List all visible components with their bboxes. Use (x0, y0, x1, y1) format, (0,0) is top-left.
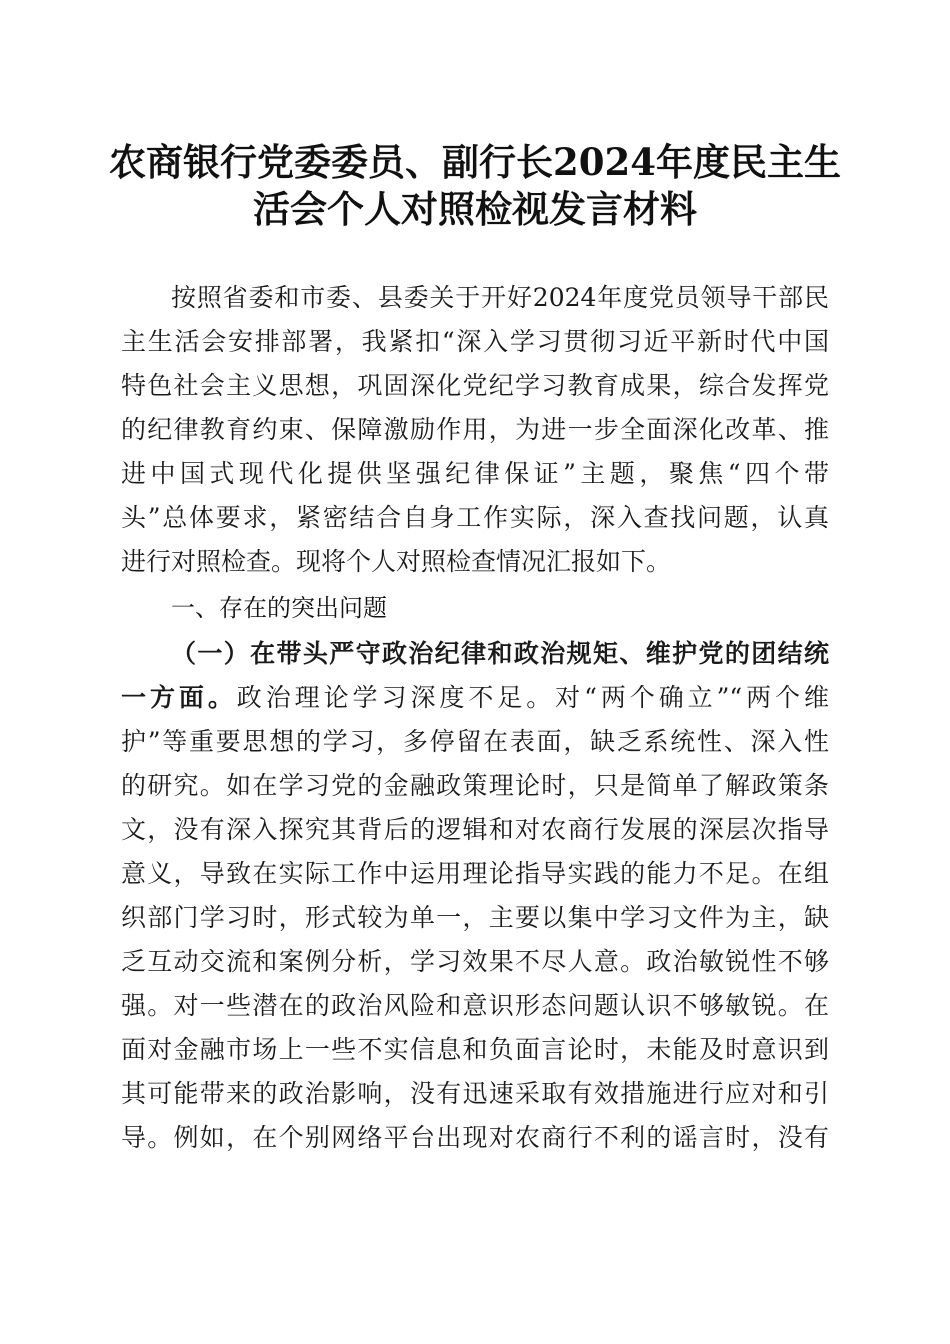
subsection-heading-tail: 一方面。 (121, 683, 237, 712)
intro-paragraph-line: 按照省委和市委、县委关于开好2024年度党员领导干部民 (171, 283, 829, 312)
intro-paragraph-line: 头”总体要求，紧密结合自身工作实际，深入查找问题，认真 (121, 503, 829, 532)
subsection-paragraph-line: 其可能带来的政治影响，没有迅速采取有效措施进行应对和引 (121, 1079, 829, 1108)
subsection-text: 政治理论学习深度不足。对“两个确立”“两个维 (236, 683, 829, 712)
subsection-paragraph-line: 面对金融市场上一些不实信息和负面言论时，未能及时意识到 (121, 1035, 829, 1064)
subsection-paragraph-line: 文，没有深入探究其背后的逻辑和对农商行发展的深层次指导 (121, 815, 829, 844)
subsection-paragraph-line: 意义，导致在实际工作中运用理论指导实践的能力不足。在组 (121, 859, 829, 888)
subsection-paragraph-line: 乏互动交流和案例分析，学习效果不尽人意。政治敏锐性不够 (121, 947, 829, 976)
subsection-paragraph-line: 强。对一些潜在的政治风险和意识形态问题认识不够敏锐。在 (121, 991, 829, 1020)
subsection-paragraph-line: 的研究。如在学习党的金融政策理论时，只是简单了解政策条 (121, 771, 829, 800)
document-title-line-1: 农商银行党委委员、副行长2024年度民主生 (109, 140, 841, 184)
intro-paragraph-line: 进行对照检查。现将个人对照检查情况汇报如下。 (121, 547, 672, 576)
intro-paragraph-line: 主生活会安排部署，我紧扣“深入学习贯彻习近平新时代中国 (121, 327, 829, 356)
section-heading: 一、存在的突出问题 (171, 594, 387, 622)
subsection-heading-line: （一）在带头严守政治纪律和政治规矩、维护党的团结统 (171, 639, 829, 668)
subsection-paragraph-line: 织部门学习时，形式较为单一，主要以集中学习文件为主，缺 (121, 903, 829, 932)
subsection-paragraph-line: 导。例如，在个别网络平台出现对农商行不利的谣言时，没有 (121, 1123, 829, 1152)
intro-paragraph-line: 的纪律教育约束、保障激励作用，为进一步全面深化改革、推 (121, 415, 829, 444)
intro-paragraph-line: 进中国式现代化提供坚强纪律保证”主题，聚焦“四个带 (121, 459, 829, 488)
subsection-paragraph-line (121, 682, 829, 714)
document-title-line-2: 活会个人对照检视发言材料 (253, 187, 697, 231)
intro-paragraph-line: 特色社会主义思想，巩固深化党纪学习教育成果，综合发挥党 (121, 371, 829, 400)
subsection-paragraph-line: 护”等重要思想的学习，多停留在表面，缺乏系统性、深入性 (121, 727, 829, 756)
